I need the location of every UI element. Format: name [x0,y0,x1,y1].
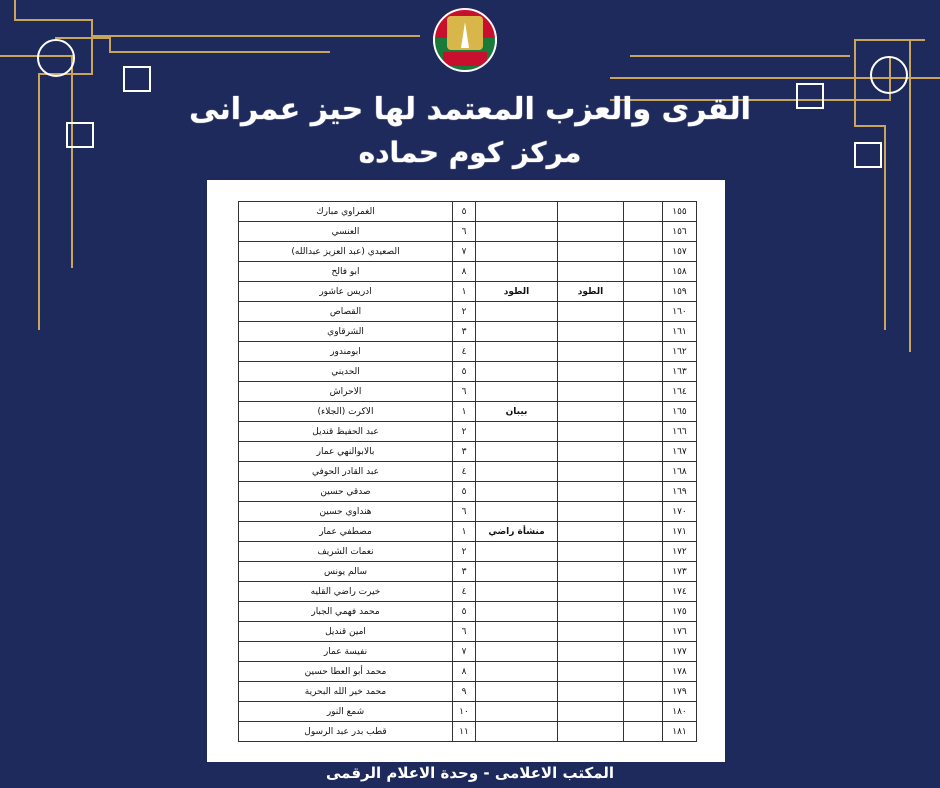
local-unit-cell [558,382,624,402]
blank-cell [624,462,663,482]
village-name-cell: القصاص [239,302,453,322]
village-name-cell: محمد أبو العطا حسين [239,662,453,682]
sub-index-cell: ٦ [453,222,476,242]
sub-index-cell: ٧ [453,242,476,262]
local-unit-cell [558,722,624,742]
village-name-cell: العنسي [239,222,453,242]
local-unit-cell [558,322,624,342]
row-number: ١٧٢ [663,542,697,562]
blank-cell [624,602,663,622]
page-title: القرى والعزب المعتمد لها حيز عمرانى [189,92,751,127]
blank-cell [624,642,663,662]
table-row [239,662,697,682]
blank-cell [624,302,663,322]
municipality-cell [476,462,558,482]
table-row [239,322,697,342]
village-name-cell: محمد فهمي الجبار [239,602,453,622]
table-row [239,642,697,662]
row-number: ١٦١ [663,322,697,342]
page-subtitle: مركز كوم حماده [358,136,582,169]
municipality-cell [476,322,558,342]
row-number: ١٥٧ [663,242,697,262]
row-number: ١٧٤ [663,582,697,602]
municipality-cell [476,502,558,522]
local-unit-cell [558,602,624,622]
local-unit-cell [558,422,624,442]
local-unit-cell [558,482,624,502]
sub-index-cell: ٥ [453,202,476,222]
village-name-cell: ابو فالح [239,262,453,282]
blank-cell [624,502,663,522]
municipality-cell [476,202,558,222]
local-unit-cell [558,662,624,682]
sub-index-cell: ٥ [453,362,476,382]
blank-cell [624,542,663,562]
sub-index-cell: ٢ [453,422,476,442]
table-row [239,562,697,582]
blank-cell [624,442,663,462]
local-unit-cell [558,642,624,662]
municipality-cell [476,682,558,702]
sub-index-cell: ١١ [453,722,476,742]
table-row [239,202,697,222]
village-name-cell: صدقي حسين [239,482,453,502]
village-name-cell: نفيسة عمار [239,642,453,662]
municipality-cell: بيبان [476,402,558,422]
blank-cell [624,522,663,542]
municipality-cell [476,702,558,722]
blank-cell [624,662,663,682]
village-name-cell: محمد خير الله البحرية [239,682,453,702]
document-sheet [207,180,725,762]
local-unit-cell [558,402,624,422]
sub-index-cell: ٢ [453,302,476,322]
blank-cell [624,422,663,442]
sub-index-cell: ٦ [453,622,476,642]
local-unit-cell [558,462,624,482]
village-name-cell: هنداوي حسين [239,502,453,522]
local-unit-cell [558,262,624,282]
municipality-cell [476,482,558,502]
sub-index-cell: ٧ [453,642,476,662]
sub-index-cell: ٤ [453,462,476,482]
blank-cell [624,262,663,282]
municipality-cell [476,262,558,282]
table-row [239,442,697,462]
table-row [239,622,697,642]
municipality-cell [476,562,558,582]
local-unit-cell [558,202,624,222]
sub-index-cell: ٦ [453,382,476,402]
local-unit-cell [558,582,624,602]
local-unit-cell [558,362,624,382]
local-unit-cell [558,702,624,722]
table-row [239,502,697,522]
table-row [239,342,697,362]
municipality-cell [476,642,558,662]
row-number: ١٥٩ [663,282,697,302]
row-number: ١٦٣ [663,362,697,382]
row-number: ١٥٦ [663,222,697,242]
municipality-cell [476,302,558,322]
local-unit-cell [558,242,624,262]
local-unit-cell [558,622,624,642]
row-number: ١٧٨ [663,662,697,682]
blank-cell [624,622,663,642]
table-row [239,582,697,602]
village-name-cell: بالابوالنهي عمار [239,442,453,462]
row-number: ١٧٧ [663,642,697,662]
blank-cell [624,582,663,602]
blank-cell [624,222,663,242]
table-row [239,262,697,282]
sub-index-cell: ٤ [453,582,476,602]
table-row [239,222,697,242]
municipality-cell [476,542,558,562]
local-unit-cell [558,342,624,362]
table-row [239,362,697,382]
blank-cell [624,482,663,502]
municipality-cell: الطود [476,282,558,302]
village-name-cell: امين قنديل [239,622,453,642]
local-unit-cell [558,682,624,702]
municipality-cell [476,622,558,642]
sub-index-cell: ١٠ [453,702,476,722]
table-row [239,462,697,482]
sub-index-cell: ٣ [453,322,476,342]
governorate-emblem-icon [433,8,497,72]
row-number: ١٦٤ [663,382,697,402]
municipality-cell [476,382,558,402]
blank-cell [624,562,663,582]
blank-cell [624,202,663,222]
row-number: ١٦٨ [663,462,697,482]
table-row [239,242,697,262]
village-name-cell: مصطفي عمار [239,522,453,542]
village-name-cell: سالم يونس [239,562,453,582]
sub-index-cell: ١ [453,402,476,422]
row-number: ١٦٥ [663,402,697,422]
row-number: ١٧٣ [663,562,697,582]
villages-table [238,201,697,742]
sub-index-cell: ٥ [453,482,476,502]
row-number: ١٥٨ [663,262,697,282]
sub-index-cell: ٢ [453,542,476,562]
row-number: ١٥٥ [663,202,697,222]
sub-index-cell: ٤ [453,342,476,362]
village-name-cell: عبد الحفيظ قنديل [239,422,453,442]
sub-index-cell: ٦ [453,502,476,522]
sub-index-cell: ٣ [453,562,476,582]
local-unit-cell [558,562,624,582]
table-row [239,522,697,542]
table-row [239,402,697,422]
village-name-cell: خيرت راضي القليه [239,582,453,602]
village-name-cell: الحديني [239,362,453,382]
blank-cell [624,382,663,402]
table-row [239,602,697,622]
blank-cell [624,342,663,362]
row-number: ١٦٠ [663,302,697,322]
municipality-cell [476,442,558,462]
row-number: ١٨١ [663,722,697,742]
village-name-cell: الغمراوي مبارك [239,202,453,222]
local-unit-cell [558,502,624,522]
blank-cell [624,722,663,742]
row-number: ١٧٩ [663,682,697,702]
sub-index-cell: ٨ [453,262,476,282]
table-row [239,542,697,562]
local-unit-cell [558,542,624,562]
row-number: ١٧٦ [663,622,697,642]
row-number: ١٨٠ [663,702,697,722]
municipality-cell [476,662,558,682]
sub-index-cell: ٨ [453,662,476,682]
blank-cell [624,682,663,702]
blank-cell [624,282,663,302]
blank-cell [624,362,663,382]
local-unit-cell [558,302,624,322]
sub-index-cell: ٩ [453,682,476,702]
row-number: ١٧٥ [663,602,697,622]
blank-cell [624,242,663,262]
village-name-cell: عبد القادر الحوفي [239,462,453,482]
sub-index-cell: ١ [453,282,476,302]
municipality-cell [476,602,558,622]
table-row [239,382,697,402]
sub-index-cell: ٣ [453,442,476,462]
blank-cell [624,702,663,722]
municipality-cell: منشأة راضي [476,522,558,542]
table-row [239,282,697,302]
municipality-cell [476,422,558,442]
local-unit-cell [558,222,624,242]
municipality-cell [476,242,558,262]
municipality-cell [476,582,558,602]
table-row [239,682,697,702]
table-row [239,722,697,742]
municipality-cell [476,362,558,382]
row-number: ١٧٠ [663,502,697,522]
village-name-cell: الصعيدي (عبد العزيز عبدالله) [239,242,453,262]
local-unit-cell: الطود [558,282,624,302]
local-unit-cell [558,522,624,542]
village-name-cell: ابومندور [239,342,453,362]
municipality-cell [476,342,558,362]
village-name-cell: الاحراش [239,382,453,402]
local-unit-cell [558,442,624,462]
row-number: ١٦٧ [663,442,697,462]
table-row [239,302,697,322]
village-name-cell: ادريس عاشور [239,282,453,302]
table-row [239,422,697,442]
footer-credit: المكتب الاعلامى - وحدة الاعلام الرقمى [325,764,615,782]
village-name-cell: قطب بدر عبد الرسول [239,722,453,742]
sub-index-cell: ٥ [453,602,476,622]
sub-index-cell: ١ [453,522,476,542]
row-number: ١٦٦ [663,422,697,442]
municipality-cell [476,722,558,742]
table-row [239,482,697,502]
municipality-cell [476,222,558,242]
blank-cell [624,402,663,422]
village-name-cell: شمع النور [239,702,453,722]
row-number: ١٦٩ [663,482,697,502]
village-name-cell: الشرقاوي [239,322,453,342]
village-name-cell: نعمات الشريف [239,542,453,562]
table-row [239,702,697,722]
row-number: ١٦٢ [663,342,697,362]
blank-cell [624,322,663,342]
row-number: ١٧١ [663,522,697,542]
village-name-cell: الاكرت (الجلاء) [239,402,453,422]
